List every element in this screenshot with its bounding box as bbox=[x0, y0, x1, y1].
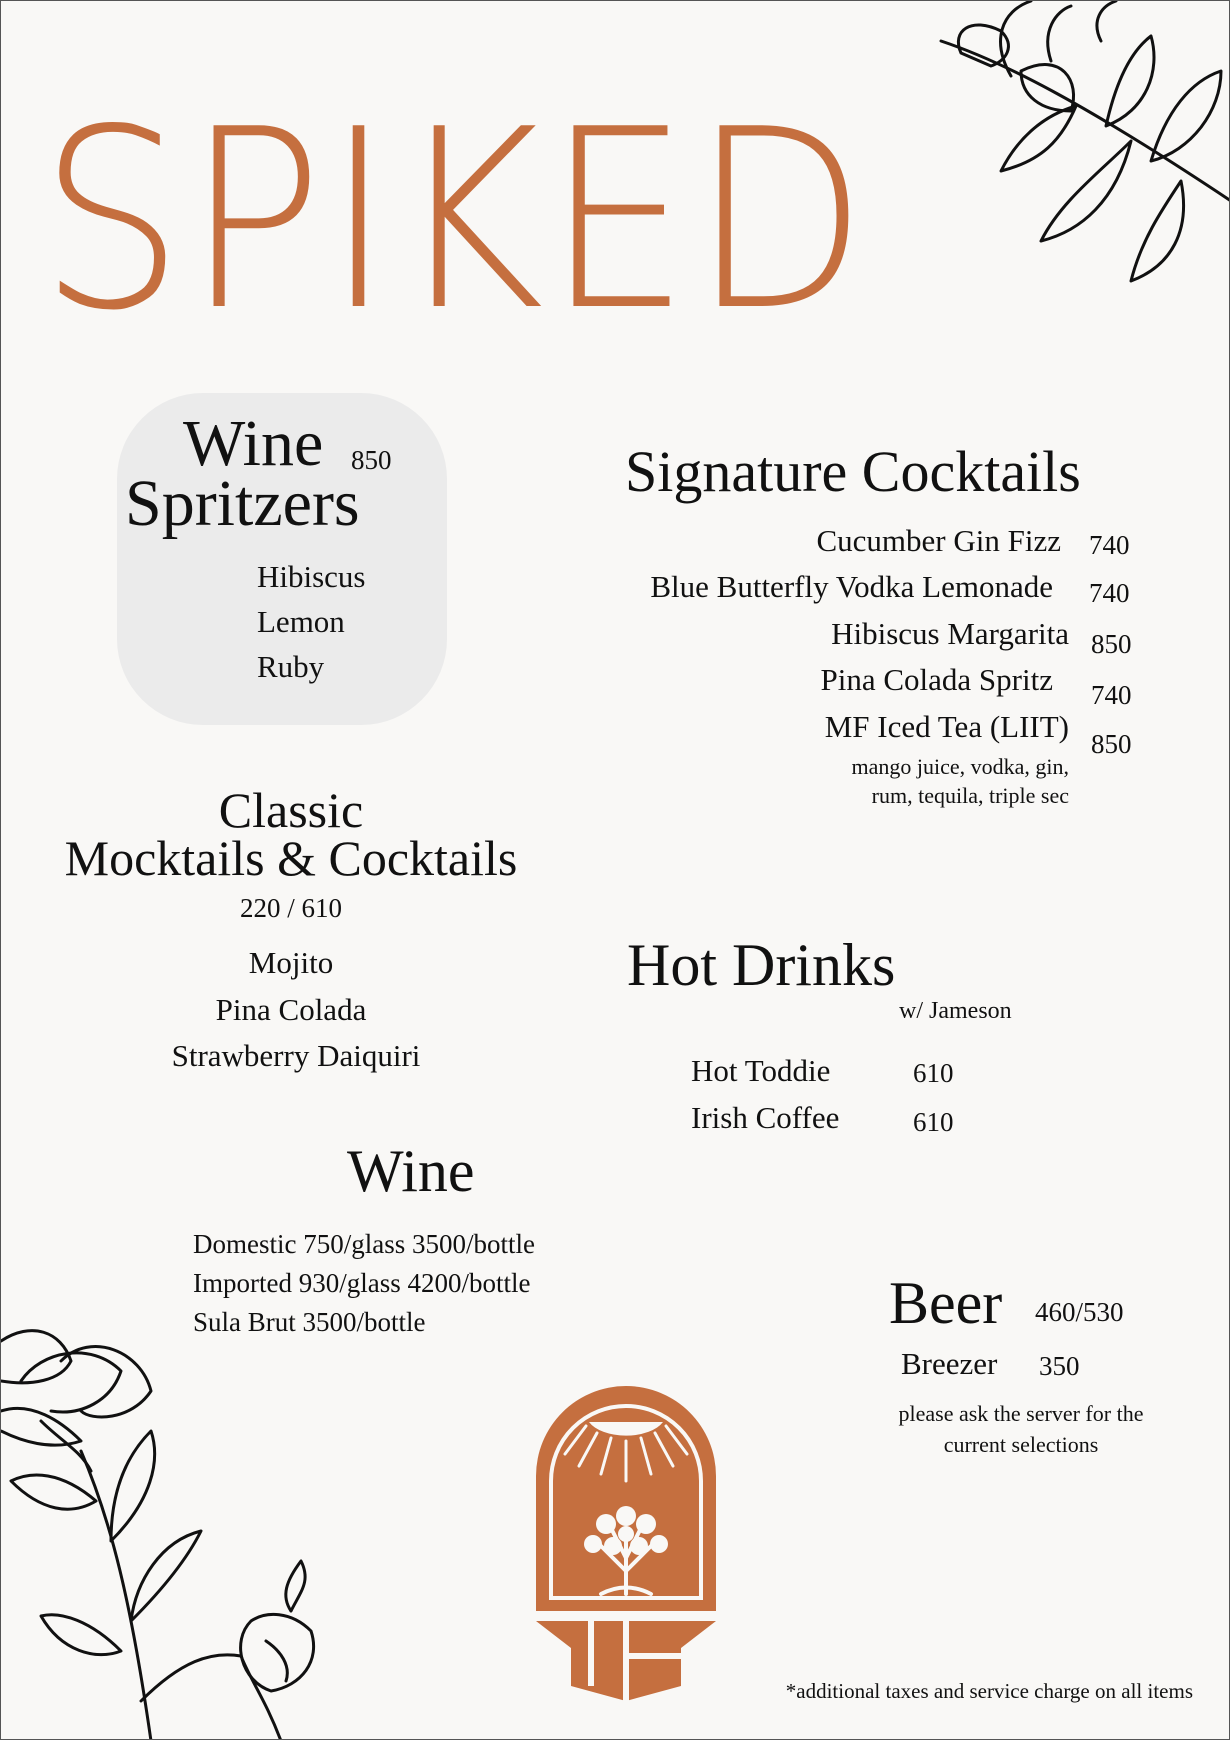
cocktail-price: 850 bbox=[1091, 729, 1132, 759]
signature-cocktails-heading: Signature Cocktails bbox=[625, 439, 1081, 504]
cocktail-note: mango juice, vodka, gin, bbox=[851, 754, 1069, 779]
classic-item: Strawberry Daiquiri bbox=[171, 1038, 421, 1073]
wine-item: Imported 930/glass 4200/bottle bbox=[193, 1268, 531, 1298]
hot-drinks-subheading: w/ Jameson bbox=[899, 998, 1012, 1024]
classic-heading-line1: Classic bbox=[218, 782, 364, 838]
wine-spritzers-heading-line1: Wine bbox=[183, 407, 324, 480]
classic-item: Pina Colada bbox=[215, 992, 367, 1027]
wine-item: Sula Brut 3500/bottle bbox=[193, 1307, 426, 1337]
classic-heading-line2: Mocktails & Cocktails bbox=[64, 830, 518, 886]
beer-note: please ask the server for the bbox=[898, 1401, 1144, 1426]
classic-item: Mojito bbox=[248, 945, 334, 980]
hot-drinks-heading: Hot Drinks bbox=[627, 932, 896, 998]
menu-title: SPIKED bbox=[39, 77, 870, 365]
cocktail-price: 740 bbox=[1091, 680, 1132, 710]
wine-spritzer-item: Ruby bbox=[257, 649, 325, 684]
cocktail-price: 850 bbox=[1091, 629, 1132, 659]
beer-note: current selections bbox=[943, 1432, 1099, 1457]
wine-spritzer-item: Hibiscus bbox=[257, 559, 366, 594]
breezer-price: 350 bbox=[1039, 1351, 1080, 1381]
cocktail-name: Cucumber Gin Fizz bbox=[816, 523, 1061, 558]
cocktail-name: MF Iced Tea (LIIT) bbox=[824, 709, 1069, 744]
hot-drink-name: Irish Coffee bbox=[691, 1100, 840, 1135]
hot-drink-price: 610 bbox=[913, 1107, 954, 1137]
beer-heading: Beer bbox=[889, 1270, 1003, 1336]
wine-heading: Wine bbox=[347, 1138, 475, 1204]
classic-price: 220 / 610 bbox=[239, 893, 342, 923]
cocktail-price: 740 bbox=[1089, 530, 1130, 560]
leaf-branch-icon bbox=[931, 1, 1230, 291]
cocktail-name: Blue Butterfly Vodka Lemonade bbox=[650, 569, 1053, 604]
cocktail-note: rum, tequila, triple sec bbox=[871, 783, 1069, 808]
footnote: *additional taxes and service charge on all items bbox=[785, 1679, 1193, 1703]
breezer-label: Breezer bbox=[901, 1346, 998, 1381]
hot-drink-name: Hot Toddie bbox=[691, 1053, 831, 1088]
beer-price: 460/530 bbox=[1035, 1297, 1124, 1327]
cocktail-name: Pina Colada Spritz bbox=[820, 662, 1053, 697]
cocktail-price: 740 bbox=[1089, 578, 1130, 608]
wine-spritzer-item: Lemon bbox=[257, 604, 345, 639]
wine-spritzers-heading-line2: Spritzers bbox=[125, 467, 360, 540]
cocktail-name: Hibiscus Margarita bbox=[831, 616, 1069, 651]
hot-drink-price: 610 bbox=[913, 1058, 954, 1088]
flower-line-art-icon bbox=[1, 1321, 351, 1740]
tree-arch-logo bbox=[531, 1386, 721, 1706]
wine-item: Domestic 750/glass 3500/bottle bbox=[193, 1229, 535, 1259]
wine-spritzers-price: 850 bbox=[351, 445, 392, 475]
